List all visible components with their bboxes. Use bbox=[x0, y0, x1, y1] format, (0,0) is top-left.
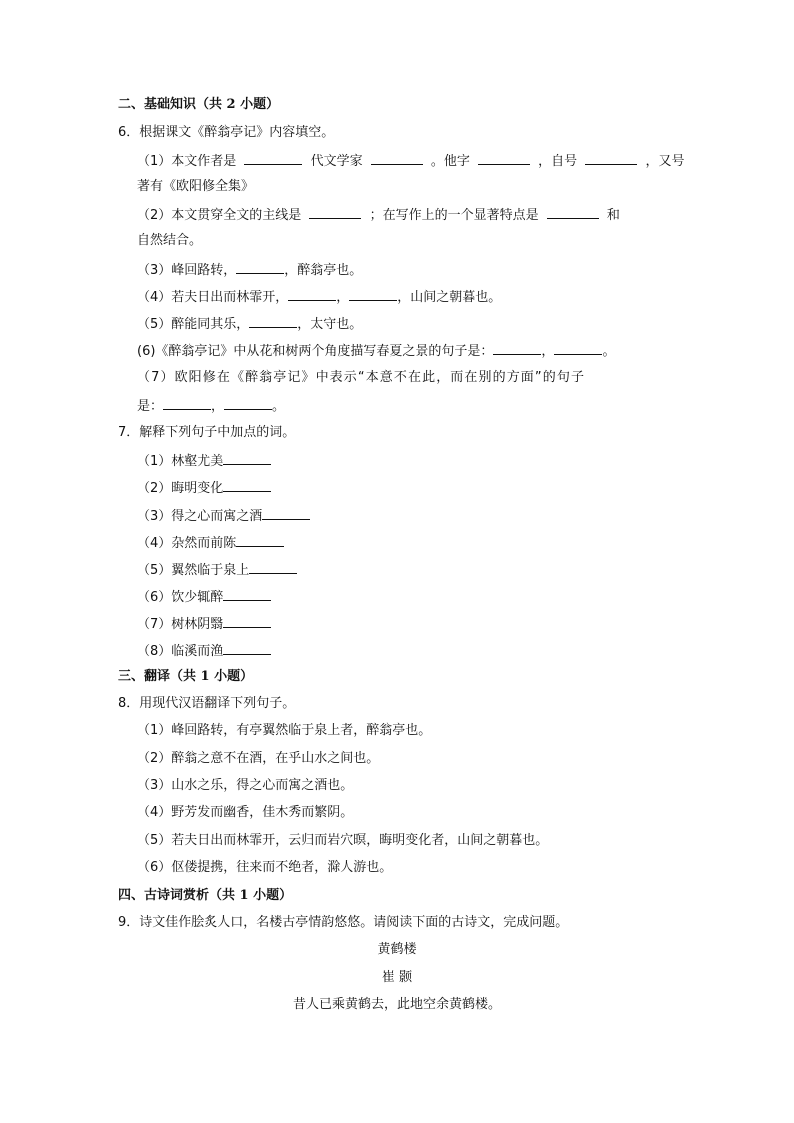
answer-blank[interactable] bbox=[309, 206, 361, 219]
question-6-part-3: （3）峰回路转， ，醉翁亭也。 bbox=[137, 263, 363, 278]
answer-blank[interactable] bbox=[223, 642, 271, 655]
list-item: （3）山水之乐，得之心而寓之酒也。 bbox=[137, 778, 354, 793]
answer-blank[interactable] bbox=[493, 342, 541, 355]
answer-blank[interactable] bbox=[349, 288, 397, 301]
list-item: （5）若夫日出而林霏开，云归而岩穴暝，晦明变化者，山间之朝暮也。 bbox=[137, 833, 549, 848]
answer-blank[interactable] bbox=[236, 261, 284, 274]
section-heading-translation: 三、翻译（共 1 小题） bbox=[118, 669, 254, 684]
list-item: （7）树林阴翳 bbox=[137, 615, 271, 633]
question-6-stem: 6．根据课文《醉翁亭记》内容填空。 bbox=[118, 125, 335, 140]
answer-blank[interactable] bbox=[547, 206, 599, 219]
list-item: （5）翼然临于泉上 bbox=[137, 561, 297, 579]
answer-blank[interactable] bbox=[163, 397, 211, 410]
question-6-part-6: (6)《醉翁亭记》中从花和树两个角度描写春夏之景的句子是： ， 。 bbox=[137, 344, 616, 359]
answer-blank[interactable] bbox=[478, 152, 530, 165]
question-6-part-4: （4）若夫日出而林霏开， ， ，山间之朝暮也。 bbox=[137, 290, 502, 305]
answer-blank[interactable] bbox=[554, 342, 602, 355]
question-7-stem: 7．解释下列句子中加点的词。 bbox=[118, 425, 296, 440]
answer-blank[interactable] bbox=[371, 152, 423, 165]
answer-blank[interactable] bbox=[288, 288, 336, 301]
answer-blank[interactable] bbox=[224, 397, 272, 410]
question-6-part-1: （1）本文作者是 代文学家 。他字 ，自号 ，又号 bbox=[137, 154, 685, 169]
question-6-part-7-cont: 是： ， 。 bbox=[137, 399, 286, 414]
question-9-stem: 9．诗文佳作脍炙人口，名楼古亭情韵悠悠。请阅读下面的古诗文，完成问题。 bbox=[118, 915, 569, 930]
list-item: （8）临溪而渔 bbox=[137, 642, 271, 660]
section-heading-poetry: 四、古诗词赏析（共 1 小题） bbox=[118, 888, 293, 903]
list-item: （2）醉翁之意不在酒，在乎山水之间也。 bbox=[137, 751, 380, 766]
question-6-part-2: （2）本文贯穿全文的主线是 ；在写作上的一个显著特点是 和 bbox=[137, 208, 620, 223]
question-8-stem: 8．用现代汉语翻译下列句子。 bbox=[118, 696, 296, 711]
question-6-part-7: （7）欧阳修在《醉翁亭记》中表示“本意不在此，而在别的方面”的句子 bbox=[137, 370, 586, 385]
answer-blank[interactable] bbox=[585, 152, 637, 165]
answer-blank[interactable] bbox=[249, 315, 297, 328]
poem-title: 黄鹤楼 bbox=[377, 942, 417, 957]
answer-blank[interactable] bbox=[236, 534, 284, 547]
answer-blank[interactable] bbox=[244, 152, 302, 165]
question-6-part-5: （5）醉能同其乐， ，太守也。 bbox=[137, 317, 363, 332]
section-heading-basic-knowledge: 二、基础知识（共 2 小题） bbox=[118, 97, 280, 112]
answer-blank[interactable] bbox=[249, 561, 297, 574]
poem-line: 昔人已乘黄鹤去，此地空余黄鹤楼。 bbox=[292, 997, 501, 1012]
question-6-part-1-cont: 著有《欧阳修全集》 bbox=[137, 179, 255, 194]
list-item: （3）得之心而寓之酒 bbox=[137, 507, 310, 525]
list-item: （6）伛偻提携，往来而不绝者，滁人游也。 bbox=[137, 860, 393, 875]
poem-author: 崔 颢 bbox=[381, 970, 413, 985]
question-6-part-2-cont: 自然结合。 bbox=[137, 233, 203, 248]
list-item: （4）野芳发而幽香，佳木秀而繁阴。 bbox=[137, 805, 354, 820]
answer-blank[interactable] bbox=[223, 479, 271, 492]
list-item: （2）晦明变化 bbox=[137, 479, 271, 497]
answer-blank[interactable] bbox=[223, 452, 271, 465]
list-item: （1）峰回路转，有亭翼然临于泉上者，醉翁亭也。 bbox=[137, 723, 432, 738]
answer-blank[interactable] bbox=[223, 588, 271, 601]
list-item: （6）饮少辄醉 bbox=[137, 588, 271, 606]
list-item: （4）杂然而前陈 bbox=[137, 534, 284, 552]
answer-blank[interactable] bbox=[262, 507, 310, 520]
list-item: （1）林壑尤美 bbox=[137, 452, 271, 470]
answer-blank[interactable] bbox=[223, 615, 271, 628]
